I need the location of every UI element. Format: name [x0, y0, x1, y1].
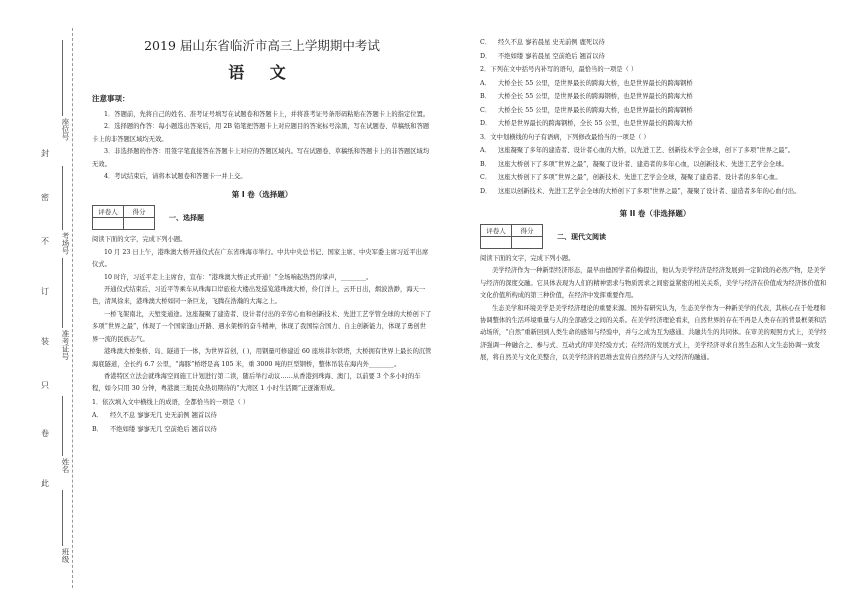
seal-char: 不 — [41, 237, 49, 246]
passage-paragraph: 一桥飞架南北，天堑变通途。这座凝聚了建造者、设计者付出的辛劳心血和创新技术、先进工艺学管全球的大桥创下了多项“世界之最”，体现了一个国家逢山开路、遇水架桥的奋斗精神，体现了我国综合国力、自主创新能力，体现了勇创世界一流的民族志气。 — [92, 310, 432, 343]
score-cell — [512, 237, 543, 249]
seal-char: 密 — [41, 193, 49, 202]
option-letter: A． — [92, 412, 103, 420]
option-text: 大桥全长 55 公里，是世界最长的跨海钢桥，也是世界最长的跨海大桥 — [498, 93, 693, 100]
seat-number-line — [62, 40, 63, 116]
score-box-1 — [92, 205, 432, 230]
option-a — [480, 77, 830, 91]
option-b — [480, 90, 830, 104]
name-line — [62, 396, 63, 456]
grader-cell — [481, 237, 512, 249]
passage-paragraph: 生态美学和环境美学是美学经济理论的重要来源。国外有研究认为，生态美学作为一种新美学的代表，其核心在于处理和协调整体的生活环境重量与人的全部感受之间的关系。在美学经济理论看来，自然世界的存在不再是人类存在的背景框架和活动场所，“自然”重新回到人类生命的感知与经验中，并与之成为互为感通、共融共生的共同体。在审美的观照方式上，美学经济强调一种融合之、参与式、互动式的审美经验方式；在经济的发展方式上，美学经济寻求自然生态和人文生态协调一致发展，将自然美与文化美整合，以美学经济的思维去宣传自然经济与人文经济的融通。 — [480, 304, 827, 362]
notice-item: 4．考试结束后，请将本试题卷和答题卡一并上交。 — [104, 173, 247, 181]
grader-cell — [93, 218, 124, 230]
option-c — [480, 171, 830, 185]
passage-paragraph: 香港特区立法会就珠海空间施工计划进行第二读，随后举行动议……从香港到珠海、澳门，以前要 3 个多小时的车程，如今只用 30 分钟，粤港澳三地民众热切期待的“大湾区 1 小时生活圈”正逐渐形成。 — [92, 372, 421, 393]
option-letter: C． — [480, 106, 492, 114]
exam-room-line — [62, 166, 63, 230]
part1-heading: 第 I 卷（选择题） — [231, 190, 293, 200]
instruction: 阅读下面的文字，完成下列小题。 — [92, 236, 187, 244]
notice-item: 3．非选择题的作答：用签字笔直接答在答题卡上对应的答题区域内。写在试题卷、草稿纸和答题卡上的非答题区域均无效。 — [92, 148, 430, 168]
class-line — [62, 490, 63, 546]
option-c — [480, 36, 830, 50]
option-c — [480, 104, 830, 118]
seat-number-label: 座位号 — [61, 118, 70, 141]
option-d — [480, 50, 830, 64]
question-1: 1．依次填入文中横线上的成语，全都恰当的一项是（ ） — [92, 398, 250, 406]
option-text: 不绝如缕 寥寥无几 空前绝后 翘首以待 — [110, 425, 217, 433]
instruction: 阅读下面的文字，完成下列小题。 — [480, 255, 575, 262]
exam-room-label: 考场号 — [61, 232, 70, 255]
option-letter: A． — [480, 79, 491, 87]
notice-item: 1．答题前，先将自己的姓名、准考证号填写在试题卷和答题卡上，并将准考证号条形码粘贴在答题卡上的指定位置。 — [104, 111, 430, 118]
option-b — [480, 158, 830, 172]
option-d — [480, 117, 830, 131]
option-letter: B． — [480, 160, 491, 168]
section-title: 二、现代文阅读 — [557, 232, 606, 241]
score-label: 得分 — [512, 225, 543, 237]
grader-label: 评卷人 — [481, 225, 512, 237]
option-d — [480, 185, 830, 199]
score-table — [92, 205, 155, 230]
question-2: 2．下列在文中括号内补写的语句，最恰当的一项是（ ） — [480, 66, 638, 73]
option-text: 这座大桥创下了多项“世界之最”，凝聚了设计者、建造者的多年心血，以创新技术、先进工艺学会全球。 — [498, 160, 788, 168]
option-text: 这座以创新技术、先进工艺学会全球的大桥创下了多项“世界之最”，凝聚了设计者、建造者多年的心血付出。 — [498, 187, 801, 195]
seal-char: 只 — [41, 381, 49, 390]
seal-char: 订 — [41, 287, 49, 296]
score-label: 得分 — [124, 206, 155, 218]
option-text: 不绝如缕 寥若晨星 空前绝后 翘首以待 — [498, 52, 605, 60]
passage-paragraph: 10 时许，习近平走上主席台，宣布：“港珠澳大桥正式开通！”全场响起热烈的掌声，________。 — [104, 273, 373, 281]
notice-heading: 注意事项： — [92, 94, 130, 103]
option-text: 这座凝聚了多年的建造者、设计者心血的大桥，以先进工艺、创新技术学会全球，创下了多项“世界之最”。 — [498, 147, 795, 154]
option-a — [480, 144, 830, 158]
option-letter: A． — [480, 147, 491, 154]
name-label: 姓名 — [61, 458, 70, 473]
exam-title: 2019 届山东省临沂市高三上学期期中考试 — [144, 38, 380, 53]
part2-heading: 第 II 卷（非选择题） — [619, 209, 691, 218]
passage-paragraph: 开通仪式结束后，习近平等乘车从珠海口岸旅检大楼出发巡览港珠澳大桥，伶仃洋上，云开日出，烟波浩渺，海天一色，清风徐来，港珠澳大桥如同一条巨龙，飞腾在浩瀚的大海之上。 — [92, 286, 426, 306]
notice-item: 2．选择题的作答：每小题选出答案后，用 2B 铅笔把答题卡上对应题目的答案标号涂黑，写在试题卷、草稿纸和答题卡上的非答题区域均无效。 — [92, 123, 430, 143]
seal-char: 卷 — [41, 429, 49, 438]
option-letter: D． — [480, 52, 492, 60]
seal-char: 此 — [41, 479, 49, 488]
passage-paragraph: 美学经济作为一种新型经济形态，最早由德国学者伯梅提出，他认为美学经济是经济发展到一定阶段的必然产物，是美学与经济的深度交融。它具体表现为人们的精神需求与物质需求之间密益紧密的相关关系，美学与经济在价值成为经济体价值和文化价值所构成的第三种价值，在经济中发挥重要作用。 — [480, 267, 827, 300]
option-text: 大桥全长 55 公里，是世界最长的跨海大桥，也是世界最长的跨海钢桥 — [498, 79, 693, 87]
passage-paragraph: 10 月 23 日上午，港珠澳大桥开通仪式在广东省珠海市举行。中共中央总书记、国家主席、中央军委主席习近平出席仪式。 — [92, 248, 429, 269]
right-column — [480, 36, 830, 365]
option-letter: D． — [480, 187, 492, 195]
passage-paragraph: 港珠澳大桥集桥、岛、隧道于一体，为世界首创，( )，用钢量可修建近 60 座埃菲尔铁塔，大桥拥有世界上最长的沉管海底隧道，全长约 6.7 公里，“海豚”桥塔是高 105 米，重 3000 吨的巨型钢桥，整体吊装在海内外________。 — [92, 348, 432, 368]
score-cell — [124, 218, 155, 230]
option-text: 大桥全长 55 公里，是世界最长的跨海大桥，也是世界最长的跨海钢桥 — [498, 106, 693, 114]
seal-char: 封 — [41, 149, 49, 158]
option-letter: B． — [92, 425, 103, 433]
seal-dashed-line — [72, 28, 73, 588]
option-text: 经久不息 寥寥无几 史无前例 翘首以待 — [110, 412, 217, 420]
admission-number-line — [62, 258, 63, 328]
option-letter: C． — [480, 39, 492, 46]
subject-title: 语 文 — [228, 63, 296, 82]
question-3: 3．文中划横线的句子有语病，下列修改最恰当的一项是（ ） — [480, 133, 650, 141]
binding-margin — [0, 0, 80, 608]
grader-label: 评卷人 — [93, 206, 124, 218]
option-text: 这座大桥创下了多项“世界之最”，创新技术、先进工艺学会全球，凝聚了建造者、设计者的多年心血。 — [498, 174, 782, 181]
admission-number-label: 准考证号 — [61, 330, 70, 360]
option-b — [92, 423, 432, 437]
option-text: 经久不息 寥若晨星 史无前例 鹿死以待 — [498, 39, 605, 46]
class-label: 班级 — [61, 548, 70, 563]
score-table — [480, 224, 543, 249]
section-title: 一、选择题 — [169, 213, 204, 222]
score-box-2 — [480, 224, 830, 249]
option-letter: B． — [480, 93, 491, 100]
option-text: 大桥是世界最长的跨海钢桥，全长 55 公里，也是世界最长的跨海大桥 — [498, 120, 693, 127]
option-a — [92, 409, 432, 423]
option-letter: C． — [480, 174, 492, 181]
left-column — [92, 36, 432, 436]
option-letter: D． — [480, 120, 492, 127]
seal-char: 装 — [41, 337, 49, 346]
